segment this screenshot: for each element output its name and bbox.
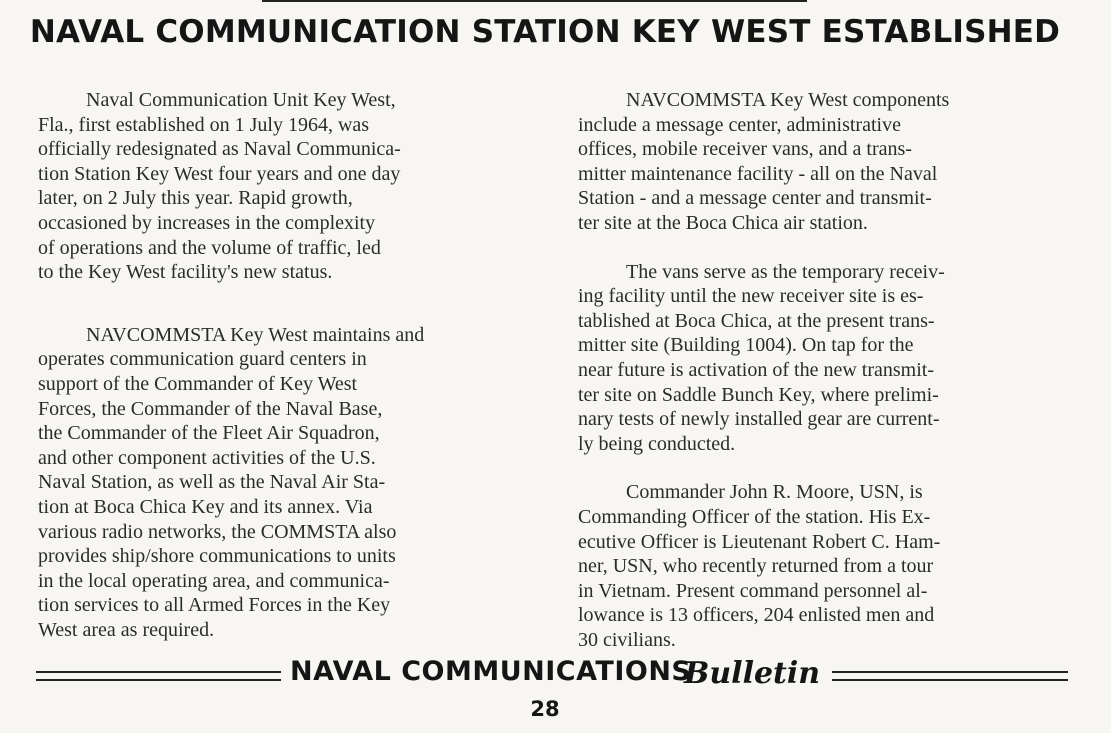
footer-rule-left bbox=[36, 671, 281, 681]
text-line: provides ship/shore communications to units bbox=[38, 545, 396, 568]
text-line: The vans serve as the temporary receiv- bbox=[626, 260, 945, 283]
text-line: ing facility until the new receiver site is es- bbox=[578, 285, 924, 308]
footer-script-title: Bulletin bbox=[684, 656, 821, 691]
text-line: operates communication guard centers in bbox=[38, 348, 367, 371]
text-line: support of the Commander of Key West bbox=[38, 372, 358, 395]
paragraph-spacer bbox=[578, 456, 1078, 480]
text-line: Forces, the Commander of the Naval Base, bbox=[38, 397, 383, 420]
left-column bbox=[38, 88, 538, 642]
paragraph-spacer bbox=[38, 309, 538, 323]
text-line: ter site on Saddle Bunch Key, where prelimi- bbox=[578, 383, 939, 406]
text-line: various radio networks, the COMMSTA also bbox=[38, 520, 397, 543]
right-paragraph-3 bbox=[578, 480, 1078, 652]
text-line: tion at Boca Chica Key and its annex. Via bbox=[38, 495, 373, 518]
left-paragraph-1 bbox=[38, 88, 538, 285]
headline: NAVAL COMMUNICATION STATION KEY WEST ESTABLISHED bbox=[29, 14, 1061, 50]
text-line: Commanding Officer of the station. His Ex- bbox=[578, 505, 931, 528]
text-line: 30 civilians. bbox=[578, 628, 676, 651]
text-line: NAVCOMMSTA Key West components bbox=[626, 89, 950, 111]
text-line: near future is activation of the new transmit- bbox=[578, 358, 934, 381]
text-line: ter site at the Boca Chica air station. bbox=[578, 211, 868, 234]
text-line: West area as required. bbox=[38, 618, 215, 641]
paragraph-spacer bbox=[38, 285, 538, 309]
text-line: ner, USN, who recently returned from a tour bbox=[578, 555, 934, 578]
text-line: offices, mobile receiver vans, and a trans- bbox=[578, 138, 912, 161]
page-number: 28 bbox=[530, 697, 560, 721]
text-line: to the Key West facility's new status. bbox=[38, 261, 333, 284]
text-line: in the local operating area, and communica- bbox=[38, 569, 390, 592]
text-line: NAVCOMMSTA Key West maintains and bbox=[86, 323, 425, 346]
text-line: nary tests of newly installed gear are current- bbox=[578, 408, 940, 431]
text-line: Naval Station, as well as the Naval Air Sta- bbox=[38, 471, 386, 494]
text-line: officially redesignated as Naval Communica- bbox=[38, 138, 401, 161]
text-line: tion Station Key West four years and one day bbox=[38, 162, 401, 185]
paragraph-spacer bbox=[578, 236, 1078, 260]
text-line: Fla., first established on 1 July 1964, was bbox=[38, 113, 370, 136]
right-paragraph-2 bbox=[578, 260, 1078, 457]
text-line: mitter site (Building 1004). On tap for the bbox=[578, 334, 914, 357]
footer-rule-right bbox=[832, 671, 1068, 681]
text-line: and other component activities of the U.S. bbox=[38, 446, 376, 469]
right-paragraph-1 bbox=[578, 88, 1078, 236]
footer-title: NAVAL COMMUNICATIONS bbox=[290, 656, 692, 687]
top-rule bbox=[262, 0, 807, 2]
text-line: in Vietnam. Present command personnel al- bbox=[578, 579, 928, 602]
text-line: tion services to all Armed Forces in the Key bbox=[38, 594, 391, 617]
footer-banner bbox=[36, 656, 1070, 696]
text-line: mitter maintenance facility - all on the Naval bbox=[578, 162, 938, 185]
text-line: lowance is 13 officers, 204 enlisted men and bbox=[578, 604, 935, 627]
left-paragraph-2 bbox=[38, 323, 538, 643]
text-line: ecutive Officer is Lieutenant Robert C. Ham- bbox=[578, 530, 941, 553]
text-line: the Commander of the Fleet Air Squadron, bbox=[38, 422, 380, 445]
text-line: later, on 2 July this year. Rapid growth, bbox=[38, 187, 353, 210]
text-line: Commander John R. Moore, USN, is bbox=[626, 481, 923, 504]
text-line: of operations and the volume of traffic, led bbox=[38, 236, 381, 259]
text-line: ly being conducted. bbox=[578, 432, 736, 455]
right-column bbox=[578, 88, 1078, 652]
text-line: Station - and a message center and transmit- bbox=[578, 187, 932, 210]
text-line: tablished at Boca Chica, at the present trans- bbox=[578, 309, 935, 332]
text-line: occasioned by increases in the complexity bbox=[38, 211, 376, 234]
text-line: include a message center, administrative bbox=[578, 113, 901, 136]
text-line: Naval Communication Unit Key West, bbox=[86, 89, 396, 111]
